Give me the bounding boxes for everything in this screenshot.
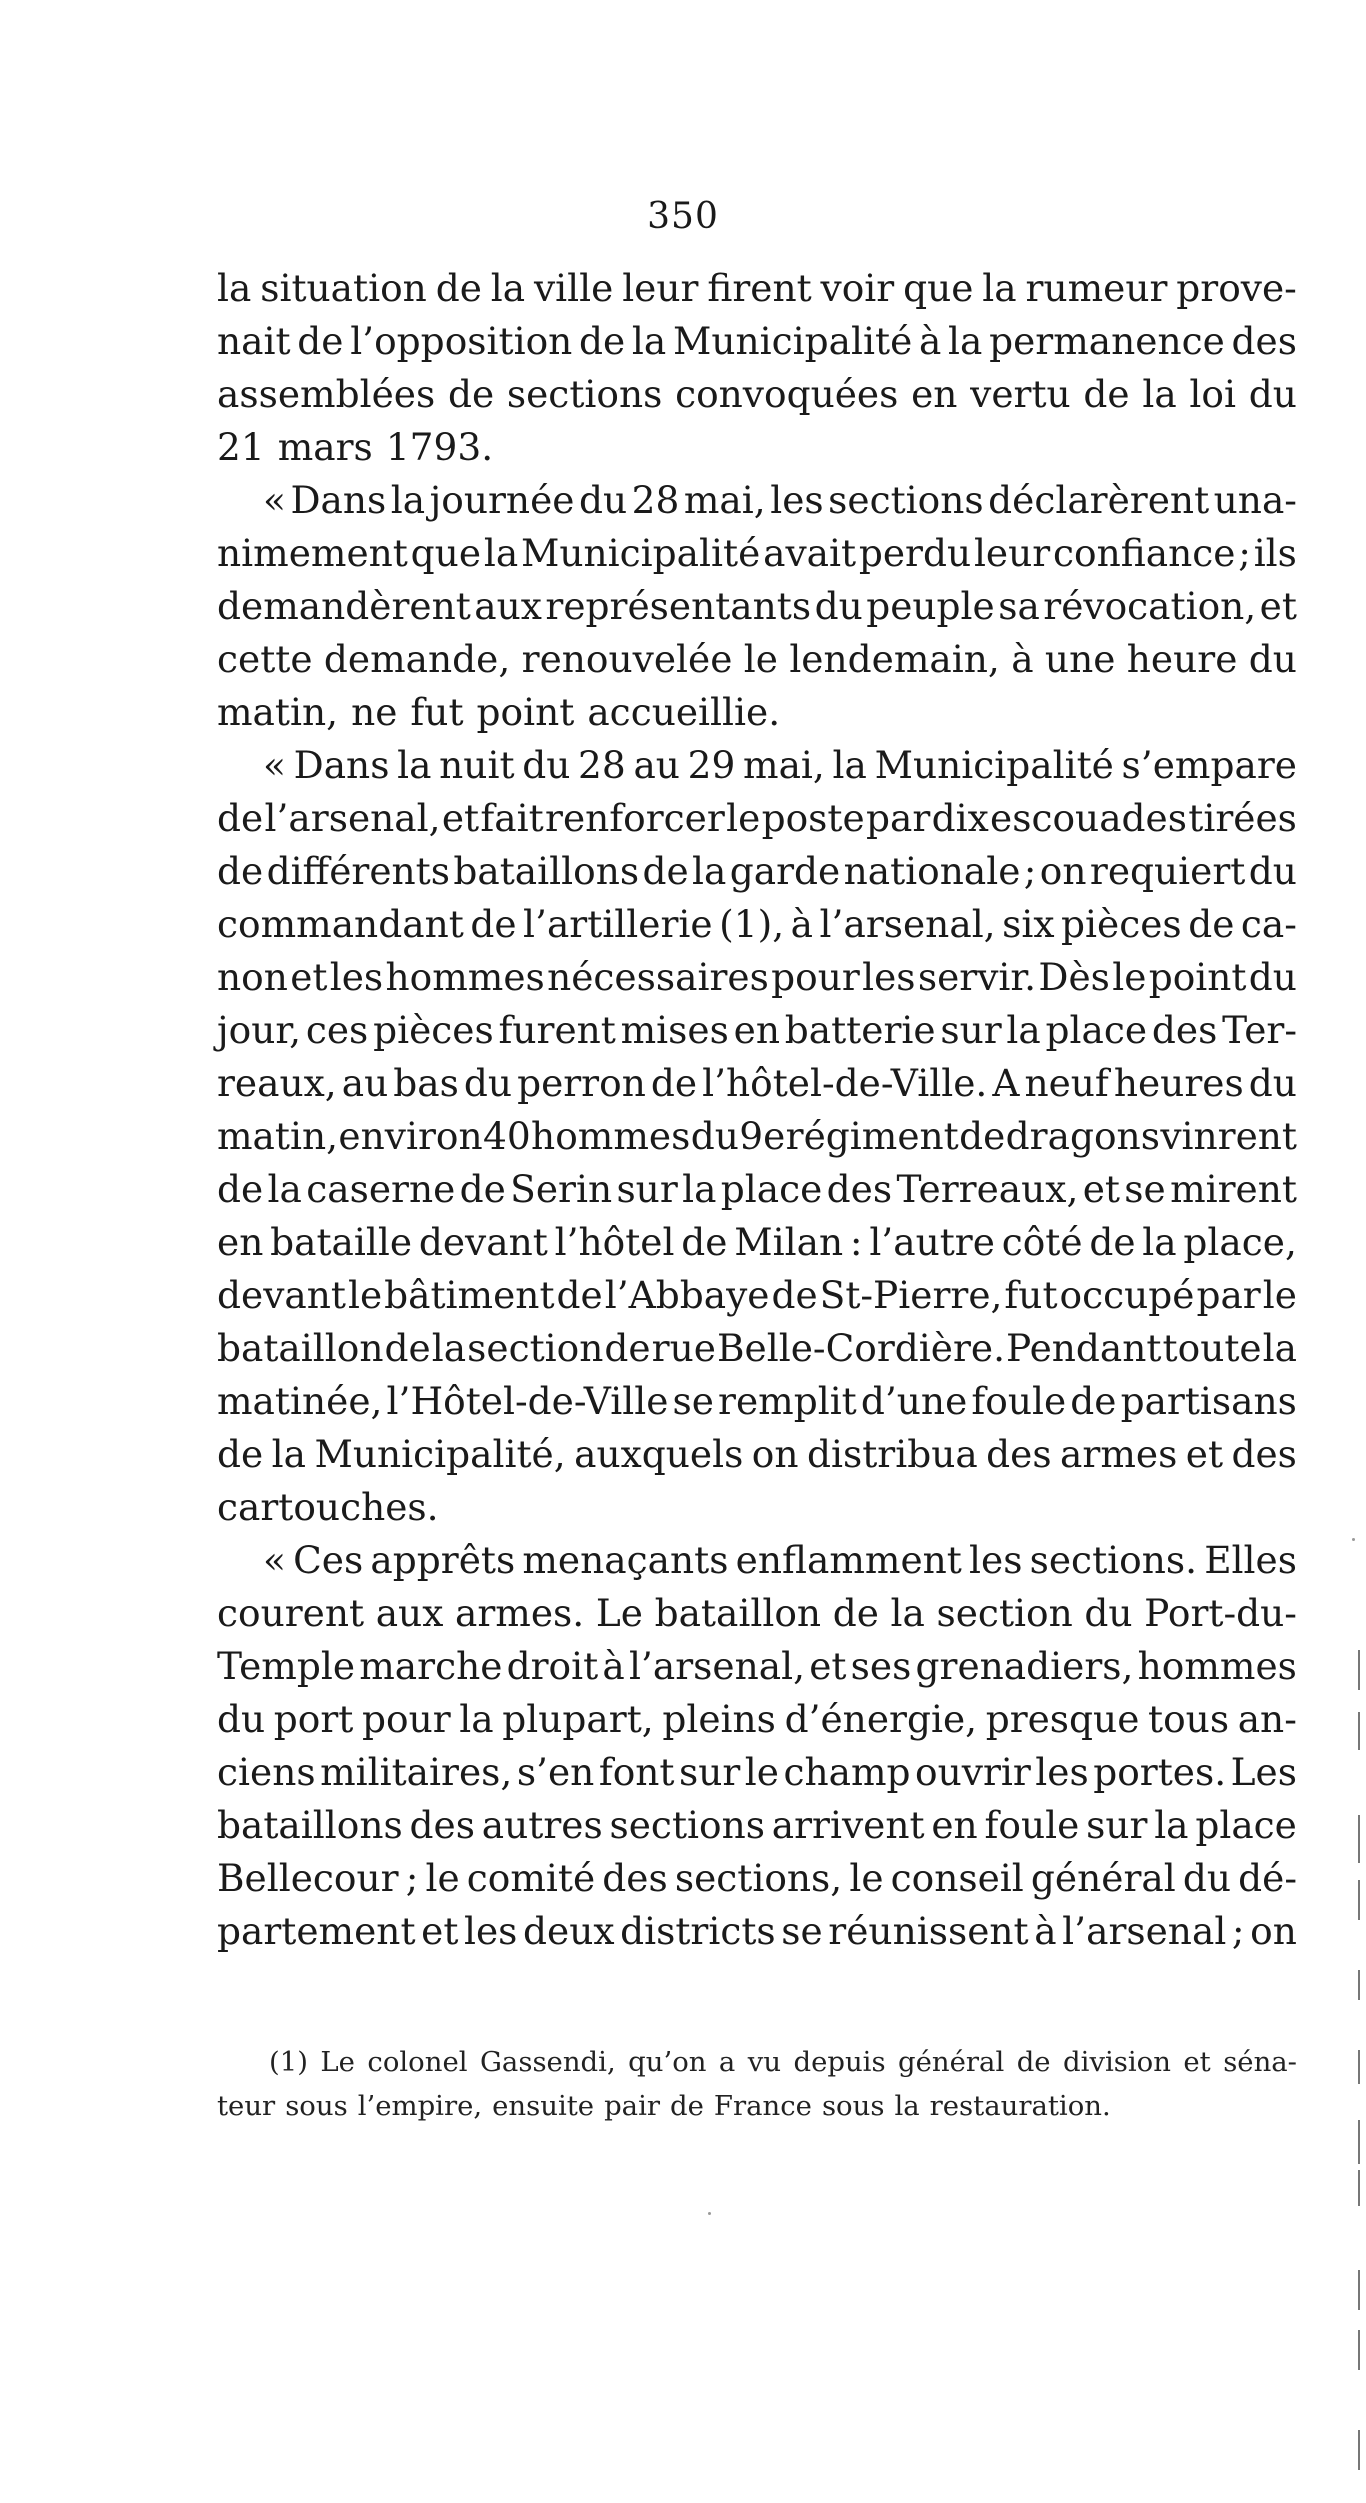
body-line: de différents bataillons de la garde nationale ; on requiert du: [217, 849, 1297, 893]
body-line: 21 mars 1793.: [217, 425, 494, 469]
body-line: de la Municipalité, auxquels on distribua des armes et des: [217, 1432, 1297, 1476]
body-line: bataillons des autres sections arrivent en foule sur la place: [217, 1803, 1297, 1847]
page-number: 350: [647, 196, 719, 237]
body-text: [217, 262, 1297, 1958]
body-line: nait de l’opposition de la Municipalité à la permanence des: [217, 319, 1297, 363]
body-line: partement et les deux districts se réunissent à l’arsenal ; on: [217, 1909, 1297, 1953]
body-line: Temple marche droit à l’arsenal, et ses grenadiers, hommes: [217, 1644, 1297, 1688]
body-line: demandèrent aux représentants du peuple sa révocation, et: [217, 584, 1297, 628]
body-line: ciens militaires, s’en font sur le champ ouvrir les portes. Les: [217, 1750, 1297, 1794]
body-line: de l’arsenal, et fait renforcer le poste par dix escouades tirées: [217, 796, 1297, 840]
body-line: cette demande, renouvelée le lendemain, à une heure du: [217, 637, 1297, 681]
footnotes: [217, 2040, 1297, 2128]
body-line: « Dans la journée du 28 mai, les sections déclarèrent una-: [263, 478, 1297, 522]
body-line: courent aux armes. Le bataillon de la section du Port-du-: [217, 1591, 1297, 1635]
body-line: matinée, l’Hôtel-de-Ville se remplit d’une foule de partisans: [217, 1379, 1297, 1423]
body-line: la situation de la ville leur firent voir que la rumeur prove-: [217, 266, 1297, 310]
body-line: matin, ne fut point accueillie.: [217, 690, 781, 734]
body-line: devant le bâtiment de l’Abbaye de St-Pierre, fut occupé par le: [217, 1273, 1297, 1317]
body-line: non et les hommes nécessaires pour les servir. Dès le point du: [217, 955, 1297, 999]
scan-speck: [1352, 1538, 1355, 1541]
body-line: bataillon de la section de rue Belle-Cordière. Pendant toute la: [217, 1326, 1297, 1370]
body-line: Bellecour ; le comité des sections, le conseil général du dé-: [217, 1856, 1297, 1900]
body-line: nimement que la Municipalité avait perdu leur confiance ; ils: [217, 531, 1297, 575]
body-line: assemblées de sections convoquées en vertu de la loi du: [217, 372, 1297, 416]
body-line: du port pour la plupart, pleins d’énergie, presque tous an-: [217, 1697, 1297, 1741]
footnote-line: (1) Le colonel Gassendi, qu’on a vu depuis général de division et séna-: [269, 2046, 1297, 2078]
body-line: reaux, au bas du perron de l’hôtel-de-Ville. A neuf heures du: [217, 1061, 1297, 1105]
body-line: de la caserne de Serin sur la place des Terreaux, et se mirent: [217, 1167, 1297, 1211]
body-line: cartouches.: [217, 1485, 439, 1529]
scan-speck: [708, 2212, 711, 2215]
body-line: commandant de l’artillerie (1), à l’arsenal, six pièces de ca-: [217, 902, 1297, 946]
margin-scan-marks: [1358, 1650, 1361, 2470]
body-line: « Dans la nuit du 28 au 29 mai, la Municipalité s’empare: [263, 743, 1297, 787]
body-line: en bataille devant l’hôtel de Milan : l’autre côté de la place,: [217, 1220, 1297, 1264]
body-line: matin, environ 40 hommes du 9e régiment de dragons vinrent: [217, 1114, 1297, 1158]
body-line: « Ces apprêts menaçants enflamment les sections. Elles: [263, 1538, 1297, 1582]
footnote-line: teur sous l’empire, ensuite pair de France sous la restauration.: [217, 2090, 1111, 2122]
body-line: jour, ces pièces furent mises en batterie sur la place des Ter-: [217, 1008, 1297, 1052]
